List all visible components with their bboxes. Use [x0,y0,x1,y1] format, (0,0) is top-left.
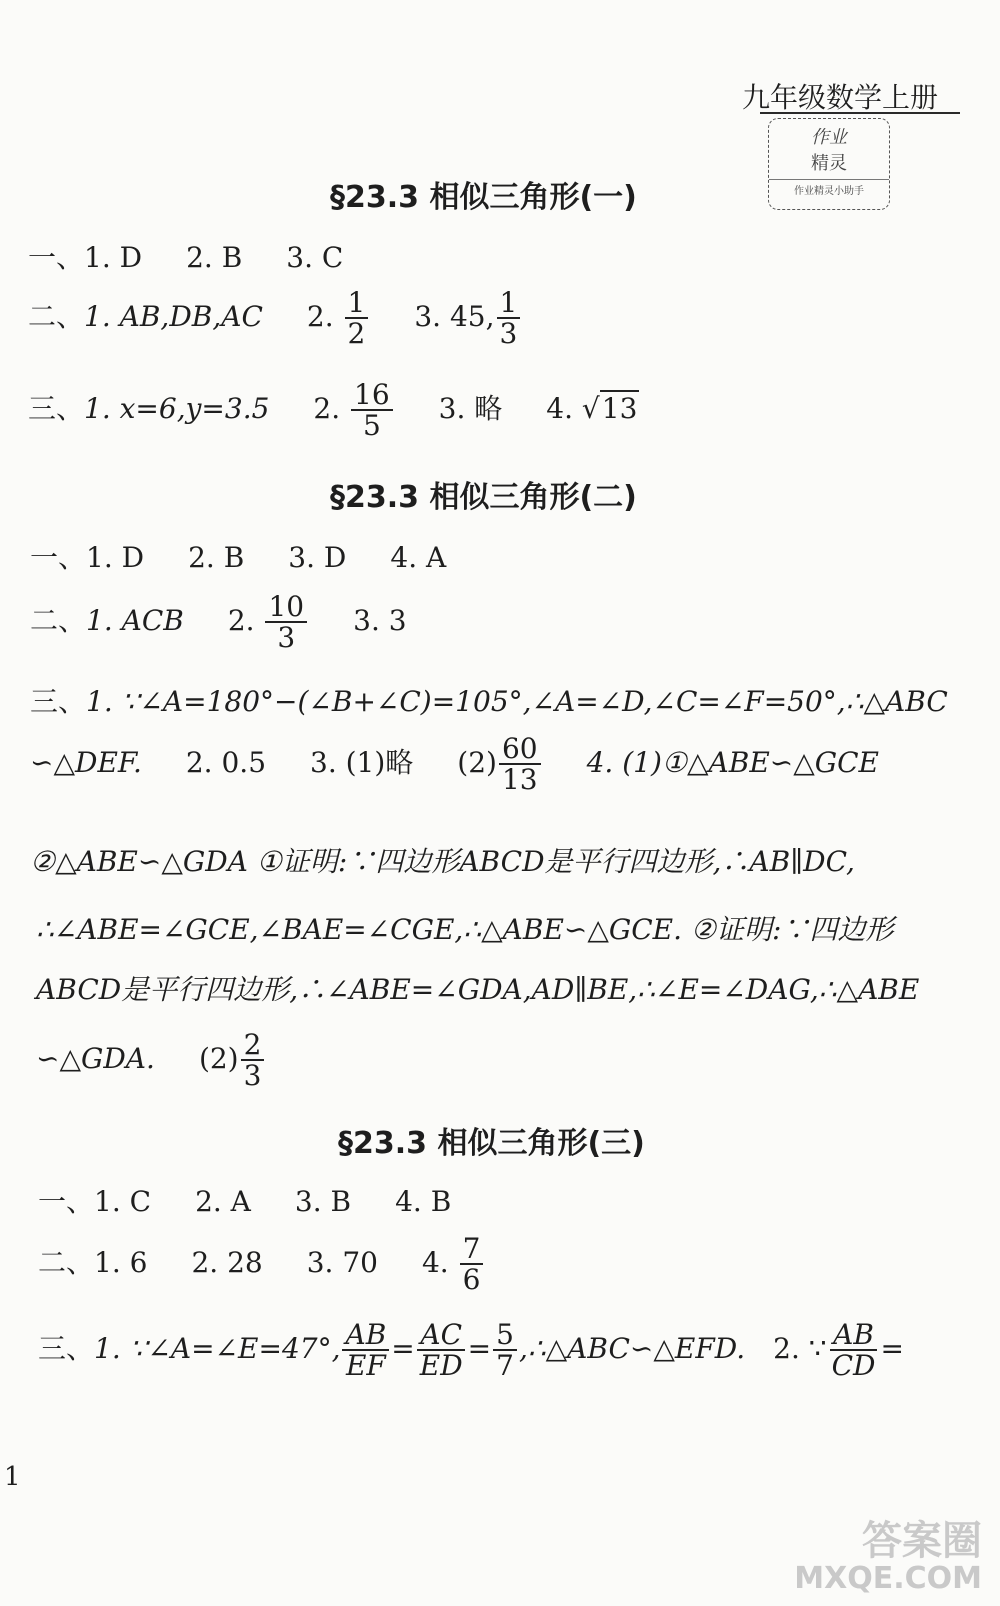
answer: ∽△GDA. [36,1041,155,1075]
answer: 1. ACB [86,603,184,637]
s3-row2 [38,1234,485,1295]
s2-row1 [30,536,446,576]
fraction: $\frac{AB}{CD}$ [831,1318,876,1383]
sqrt-value: 13 [601,391,638,425]
s2-row6 [36,908,893,948]
stamp-line3: 作业精灵小助手 [769,179,889,197]
equals: = [391,1331,415,1365]
equals: = [880,1331,904,1365]
answer: 2. [227,603,255,637]
answer: 2. A [195,1185,251,1218]
answer: ,∴△ABC∽△EFD. [518,1331,746,1365]
s2-row2 [30,592,407,653]
answer: 2. 0.5 [185,745,267,779]
fraction: $\frac{60}{13}$ [499,734,541,795]
answer: 2. B [188,541,245,574]
answer: 3. C [286,241,344,274]
answer: 3. 3 [353,603,407,637]
equals: = [467,1331,492,1365]
s3-row3 [38,1320,904,1381]
s2-row5 [30,840,855,880]
fraction: $\frac{7}{6}$ [460,1234,484,1295]
answer: 3. 45, [414,299,495,333]
answer: (2) [457,745,497,779]
fraction: $\frac{10}{3}$ [265,592,307,653]
row-label: 二、 [38,1245,95,1279]
fraction: $\frac{1}{3}$ [497,288,521,349]
s2-row7 [36,968,919,1008]
answer: 2. ∵ [773,1331,827,1365]
section-title-3: §23.3 相似三角形(三) [338,1126,645,1161]
answer: 4. (1)①△ABE∽△GCE [586,745,879,779]
app-stamp-logo [768,118,890,210]
answer: 3. 70 [306,1245,378,1279]
row-label: 一、 [38,1185,95,1218]
answer: 1. 6 [94,1245,148,1279]
s2-row3 [30,680,948,720]
page-number: 1 [4,1462,21,1492]
fraction: $\frac{AC}{ED}$ [417,1320,466,1381]
section-title-1: §23.3 相似三角形(一) [330,180,637,215]
answer: 4. [546,391,574,425]
stamp-line1: 作业 [811,127,847,148]
row-label: 一、 [30,541,87,574]
answer: 3. (1)略 [310,745,414,779]
section-title-2: §23.3 相似三角形(二) [330,480,637,515]
s3-row1 [38,1180,451,1220]
row-label: 二、 [28,299,85,333]
row-label: 三、 [30,685,87,718]
answer: 2. 28 [191,1245,263,1279]
stamp-line2: 精灵 [811,153,847,174]
row-label: 三、 [38,1331,95,1365]
answer: ∽△DEF. [30,745,142,779]
s2-row8 [36,1030,266,1091]
answer-text: ABCD是平行四边形,∴∠ABE=∠GDA,AD∥BE,∴∠E=∠DAG,∴△ABE [36,973,920,1006]
answer: 3. D [288,541,347,574]
answer: 1. D [86,541,145,574]
answer: 1. C [94,1185,152,1218]
fraction: $\frac{AB}{EF}$ [342,1320,389,1381]
answer: (2) [198,1041,239,1075]
answer-text: ②△ABE∽△GDA ①证明:∵四边形ABCD是平行四边形,∴AB∥DC, [30,845,855,878]
watermark-url: MXQE.COM [794,1561,982,1596]
fraction: $\frac{5}{7}$ [493,1320,517,1381]
answer: 2. [306,299,334,333]
answer: 1. ∵∠A=∠E=47°, [94,1331,341,1365]
answer: 4. A [390,541,447,574]
s1-row2 [28,288,522,349]
answer: 2. [313,391,341,425]
answer: 4. [421,1245,449,1279]
row-label: 三、 [28,391,85,425]
answer: 1. D [84,241,143,274]
fraction: $\frac{16}{5}$ [351,380,393,441]
book-title: 九年级数学上册 [741,81,938,114]
watermark-logo: 答案圈 [862,1518,982,1564]
header-rule [760,112,960,114]
answer-text: 1. ∵∠A=180°−(∠B+∠C)=105°,∠A=∠D,∠C=∠F=50°,∴△ABC [86,685,948,718]
answer: 2. B [186,241,243,274]
answer-text: ∴∠ABE=∠GCE,∠BAE=∠CGE,∴△ABE∽△GCE. ②证明:∵四边形 [36,913,894,946]
sqrt-sign: √ [581,391,600,425]
answer: 1. x=6,y=3.5 [84,391,270,425]
s2-row4 [30,734,879,795]
row-label: 二、 [30,603,87,637]
answer: 1. AB,DB,AC [84,299,263,333]
fraction: $\frac{2}{3}$ [241,1030,265,1091]
answer: 3. 略 [438,391,503,425]
answer: 3. B [294,1185,352,1218]
row-label: 一、 [28,241,85,274]
fraction: $\frac{1}{2}$ [345,288,369,349]
s1-row3 [28,380,639,441]
answer: 4. B [395,1185,452,1218]
s1-row1 [28,236,343,276]
